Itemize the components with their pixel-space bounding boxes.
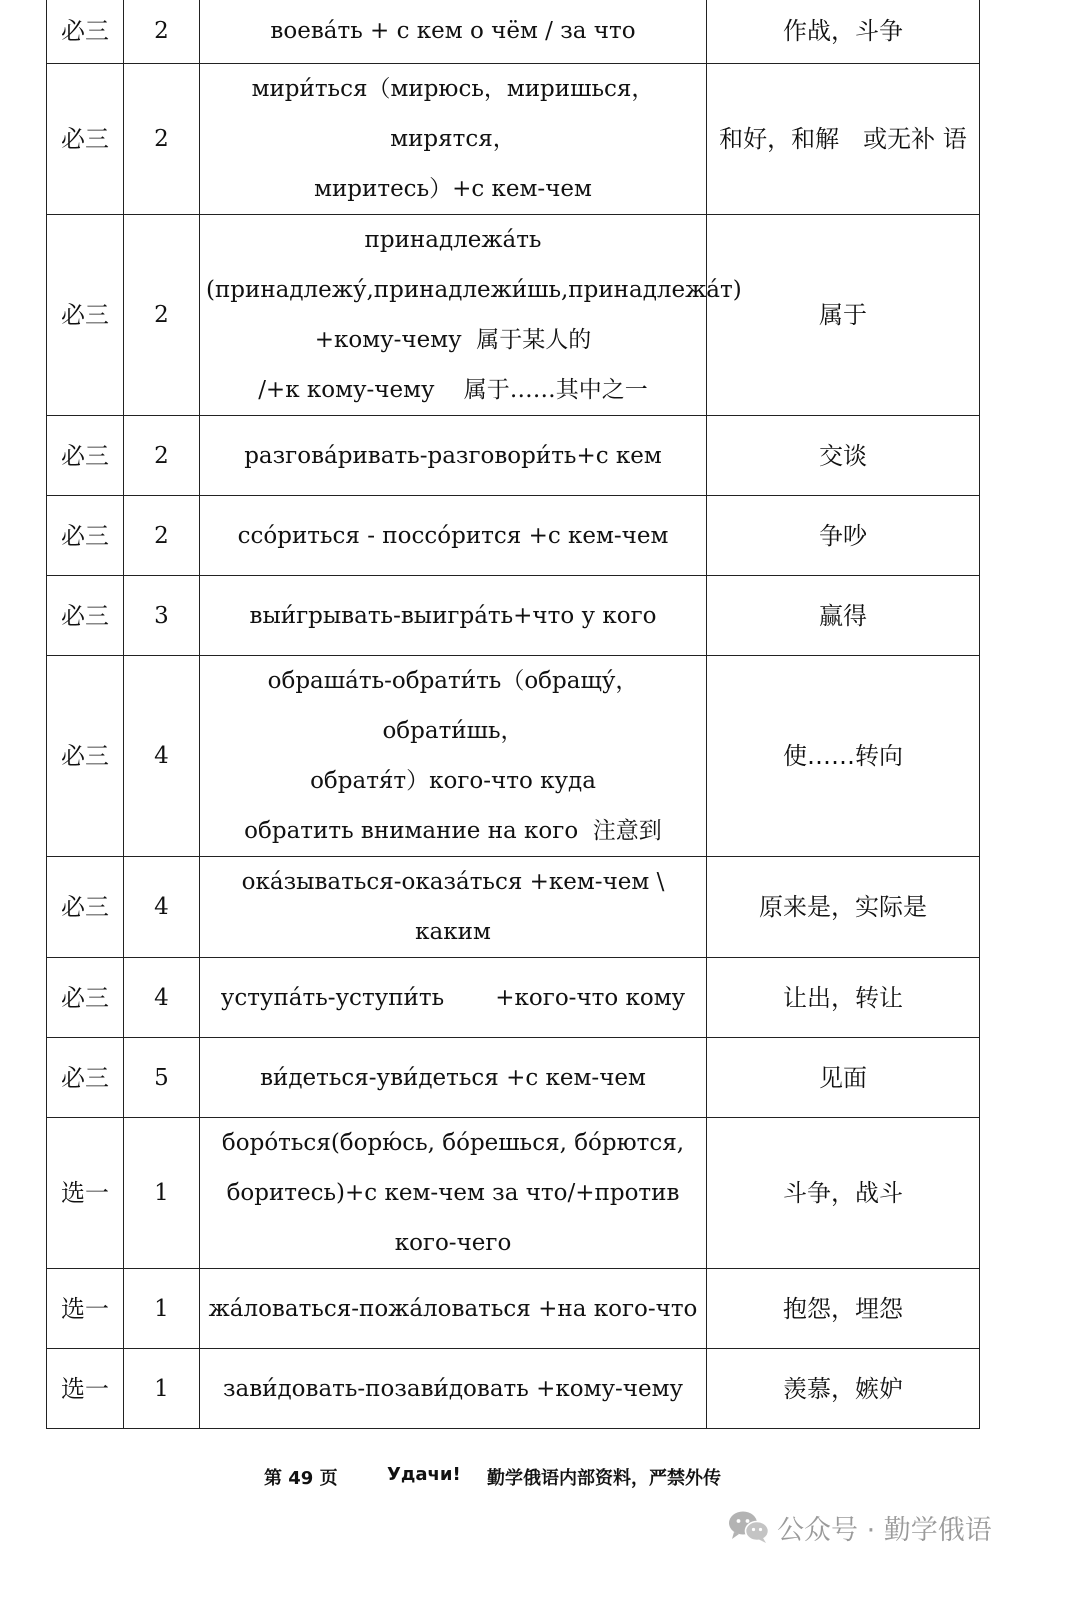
word-cell: принадлежа́ть (принадлежу́,принадлежи́шь,принадлежа́т) +кому-чему 属于某人的 /+к кому-чему 属于……其中之一 — [200, 215, 707, 416]
textbook-cell: 必三 — [47, 576, 124, 656]
word-cell: уступа́ть-уступи́ть +кого-что кому — [200, 958, 707, 1038]
meaning-cell: 使……转向 — [707, 656, 980, 857]
table-row — [47, 656, 980, 857]
unit-cell: 2 — [124, 215, 200, 416]
page-footer — [0, 1464, 1080, 1494]
meaning-cell: 交谈 — [707, 416, 980, 496]
table-row — [47, 1118, 980, 1269]
table-row — [47, 496, 980, 576]
unit-cell: 2 — [124, 496, 200, 576]
textbook-cell: 必三 — [47, 215, 124, 416]
textbook-cell: 必三 — [47, 0, 124, 64]
textbook-cell: 必三 — [47, 64, 124, 215]
meaning-cell: 争吵 — [707, 496, 980, 576]
table-row — [47, 958, 980, 1038]
footer-greeting: Удачи! — [387, 1464, 461, 1485]
unit-cell: 2 — [124, 416, 200, 496]
textbook-cell: 必三 — [47, 958, 124, 1038]
wechat-icon — [727, 1509, 771, 1545]
meaning-cell: 赢得 — [707, 576, 980, 656]
table-row — [47, 0, 980, 64]
meaning-cell: 属于 — [707, 215, 980, 416]
meaning-cell: 羡慕，嫉妒 — [707, 1349, 980, 1429]
meaning-cell: 斗争，战斗 — [707, 1118, 980, 1269]
word-cell: ссо́риться - поссо́рится +с кем-чем — [200, 496, 707, 576]
meaning-cell: 见面 — [707, 1038, 980, 1118]
table-row — [47, 64, 980, 215]
textbook-cell: 必三 — [47, 656, 124, 857]
textbook-cell: 必三 — [47, 416, 124, 496]
textbook-cell: 选一 — [47, 1269, 124, 1349]
watermark — [727, 1507, 992, 1547]
unit-cell: 2 — [124, 0, 200, 64]
table-row — [47, 1269, 980, 1349]
word-cell: боро́ться(борю́сь, бо́решься, бо́рются, боритесь)+с кем-чем за что/+против кого-чего — [200, 1118, 707, 1269]
meaning-cell: 作战，斗争 — [707, 0, 980, 64]
word-cell: жа́ловаться-пожа́ловаться +на кого-что — [200, 1269, 707, 1349]
vocabulary-table — [46, 0, 980, 1429]
footer-notice: 勤学俄语内部资料，严禁外传 — [487, 1468, 721, 1489]
table-row — [47, 1349, 980, 1429]
unit-cell: 1 — [124, 1269, 200, 1349]
word-cell: разгова́ривать-разговори́ть+с кем — [200, 416, 707, 496]
meaning-cell: 和好，和解 或无补 语 — [707, 64, 980, 215]
word-cell: зави́довать-позави́довать +кому-чему — [200, 1349, 707, 1429]
word-cell: обраша́ть-обрати́ть（обращу́，обрати́шь， обратя́т）кого-что куда обратить внимание на кого 注意到 — [200, 656, 707, 857]
textbook-cell: 必三 — [47, 857, 124, 958]
unit-cell: 1 — [124, 1349, 200, 1429]
word-cell: мири́ться（мирюсь，миришься，мирятся， миритесь）+с кем-чем — [200, 64, 707, 215]
table-row — [47, 857, 980, 958]
unit-cell: 3 — [124, 576, 200, 656]
textbook-cell: 选一 — [47, 1349, 124, 1429]
word-cell: воева́ть + с кем о чём / за что — [200, 0, 707, 64]
textbook-cell: 必三 — [47, 1038, 124, 1118]
table-row — [47, 1038, 980, 1118]
page-number: 第 49 页 — [264, 1468, 338, 1489]
meaning-cell: 让出，转让 — [707, 958, 980, 1038]
unit-cell: 2 — [124, 64, 200, 215]
meaning-cell: 原来是，实际是 — [707, 857, 980, 958]
unit-cell: 1 — [124, 1118, 200, 1269]
table-row — [47, 416, 980, 496]
unit-cell: 4 — [124, 958, 200, 1038]
textbook-cell: 选一 — [47, 1118, 124, 1269]
unit-cell: 4 — [124, 656, 200, 857]
word-cell: выи́грывать-выигра́ть+что у кого — [200, 576, 707, 656]
meaning-cell: 抱怨，埋怨 — [707, 1269, 980, 1349]
textbook-cell: 必三 — [47, 496, 124, 576]
table-row — [47, 576, 980, 656]
unit-cell: 4 — [124, 857, 200, 958]
word-cell: ока́зываться-оказа́ться +кем-чем \ каким — [200, 857, 707, 958]
unit-cell: 5 — [124, 1038, 200, 1118]
table-row — [47, 215, 980, 416]
watermark-text: 公众号 · 勤学俄语 — [777, 1514, 992, 1546]
vocabulary-table-body — [47, 0, 980, 1429]
word-cell: ви́деться-уви́деться +с кем-чем — [200, 1038, 707, 1118]
